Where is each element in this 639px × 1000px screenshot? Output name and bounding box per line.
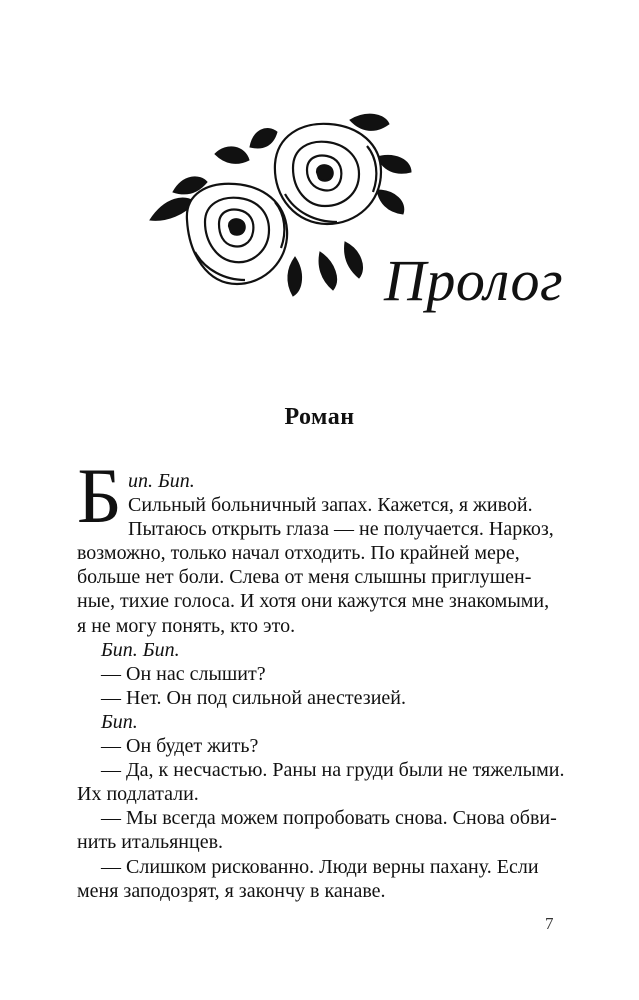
leaf-icon bbox=[345, 242, 363, 278]
leaf-icon bbox=[319, 252, 337, 290]
text-line: я не могу понять, кто это. bbox=[77, 614, 296, 637]
text-line: — Мы всегда можем попробовать снова. Снова обви- bbox=[101, 807, 557, 830]
text-line: Их подлатали. bbox=[77, 783, 199, 806]
text-line: возможно, только начал отходить. По крайней мере, bbox=[77, 542, 520, 565]
page-number: 7 bbox=[545, 914, 554, 933]
text-line: Бип. bbox=[101, 710, 138, 733]
leaf-icon bbox=[377, 155, 411, 173]
leaf-icon bbox=[377, 190, 404, 214]
chapter-title: Пролог bbox=[384, 248, 564, 313]
text-line: Сильный больничный запах. Кажется, я живой. bbox=[128, 494, 533, 517]
text-line: — Нет. Он под сильной анестезией. bbox=[101, 686, 406, 709]
text-line: ип. Бип. bbox=[128, 470, 195, 492]
text-line: — Он будет жить? bbox=[101, 735, 259, 758]
text-line: больше нет боли. Слева от меня слышны приглушен- bbox=[77, 566, 532, 589]
text-line: — Он нас слышит? bbox=[101, 662, 266, 685]
text-line: — Слишком рискованно. Люди верны пахану. Если bbox=[101, 855, 539, 878]
leaf-icon bbox=[288, 257, 302, 296]
chapter-body bbox=[77, 452, 565, 903]
roses-illustration-icon bbox=[145, 102, 415, 302]
leaf-icon bbox=[215, 147, 249, 163]
text-line: меня заподозрят, я закончу в канаве. bbox=[77, 879, 386, 902]
leaf-icon bbox=[250, 128, 277, 147]
text-line: ные, тихие голоса. И хотя они кажутся мне знакомыми, bbox=[77, 590, 550, 613]
drop-cap: Б bbox=[77, 452, 122, 539]
leaf-icon bbox=[350, 114, 389, 130]
text-line: нить итальянцев. bbox=[77, 831, 224, 854]
text-line: Пытаюсь открыть глаза — не получается. Наркоз, bbox=[128, 518, 554, 541]
pov-heading: Роман bbox=[284, 404, 355, 430]
text-line: Бип. Бип. bbox=[101, 638, 180, 661]
text-line: — Да, к несчастью. Раны на груди были не тяжелыми. bbox=[101, 759, 565, 782]
